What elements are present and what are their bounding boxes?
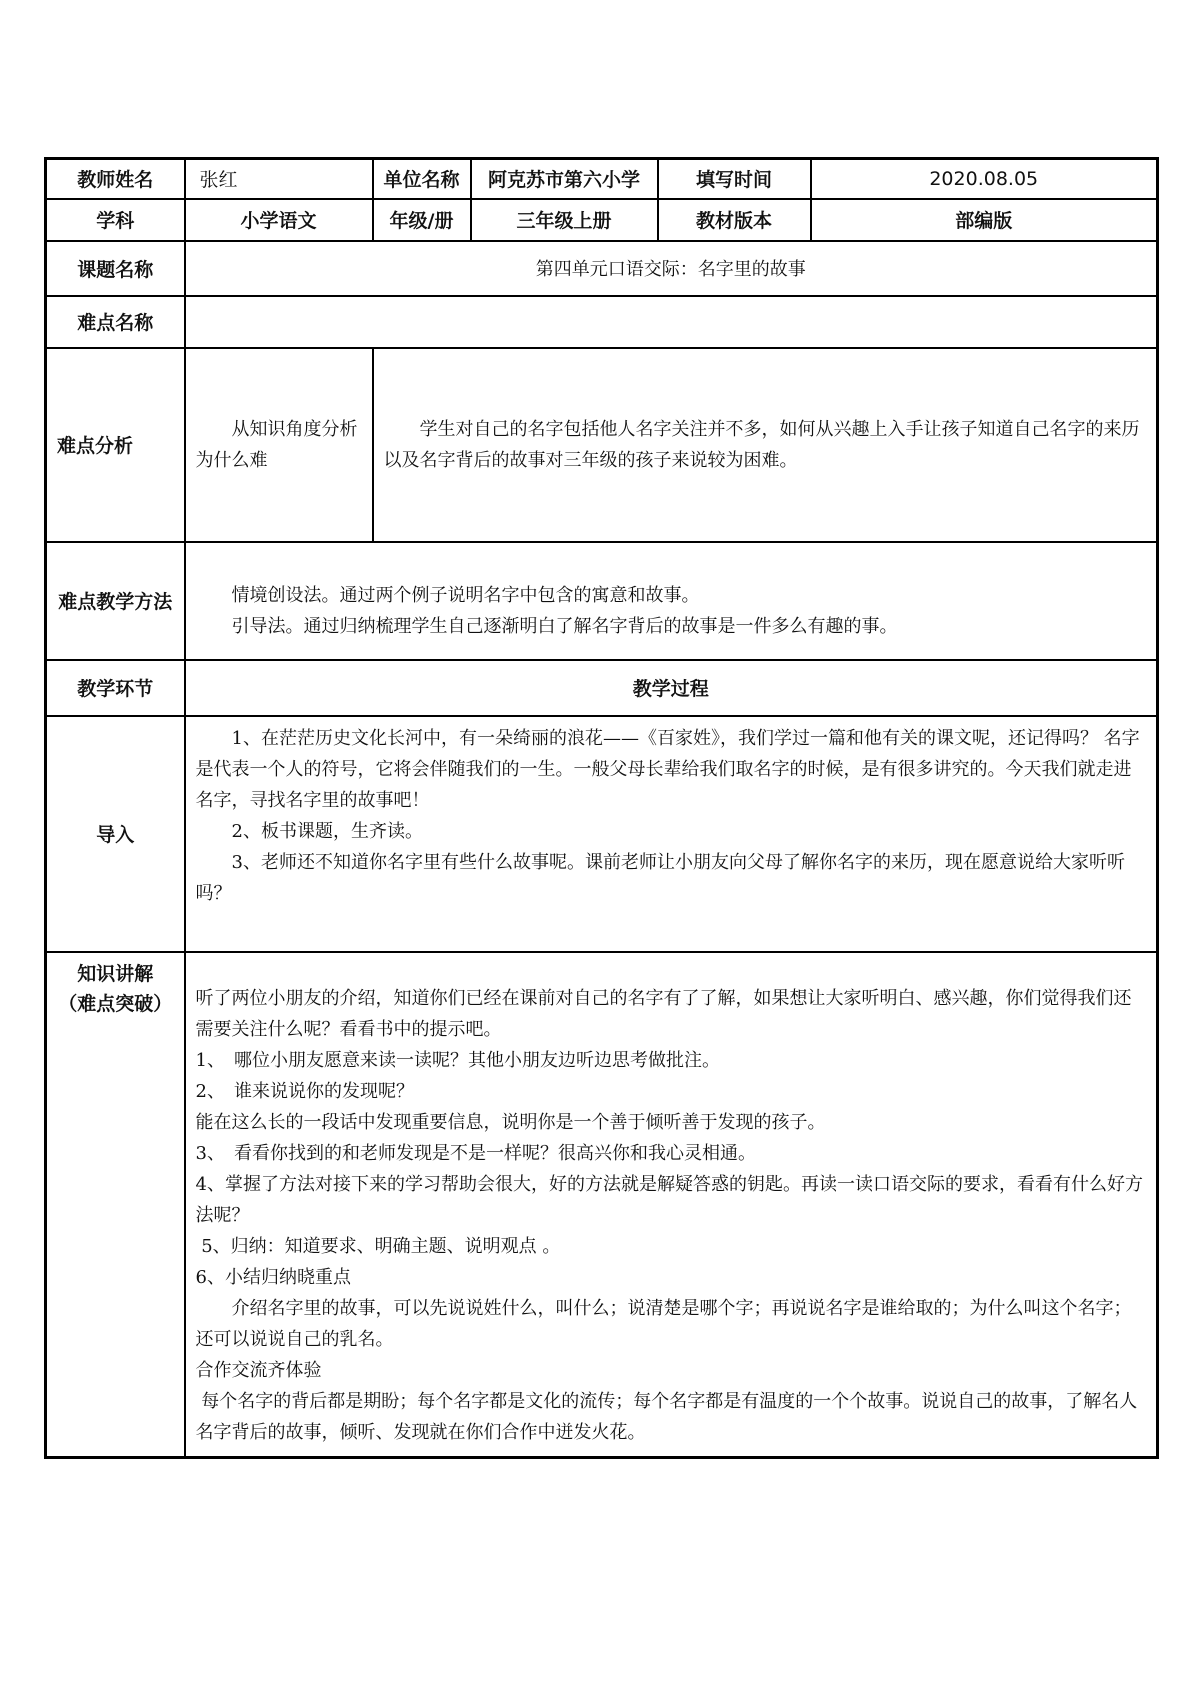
method-row [46, 542, 1158, 660]
method-line-1: 情境创设法。通过两个例子说明名字中包含的寓意和故事。 [231, 584, 700, 606]
intro-label: 导入 [46, 716, 185, 952]
knowledge-paragraph: 5、归纳：知道要求、明确主题、说明观点 。 [195, 1235, 561, 1257]
intro-row [46, 716, 1158, 952]
edition-label: 教材版本 [658, 199, 811, 241]
knowledge-paragraph: 能在这么长的一段话中发现重要信息，说明你是一个善于倾听善于发现的孩子。 [195, 1111, 826, 1133]
header-row-2 [46, 199, 1158, 241]
unit-name-label: 单位名称 [373, 159, 471, 199]
process-label: 教学过程 [185, 660, 1158, 716]
subject-label: 学科 [46, 199, 185, 241]
difficulty-row [46, 296, 1158, 348]
process-header-row [46, 660, 1158, 716]
grade-value: 三年级上册 [471, 199, 658, 241]
lesson-plan-form [44, 157, 1156, 1459]
difficulty-value [185, 296, 1158, 348]
knowledge-paragraph: 1、 哪位小朋友愿意来读一读呢？其他小朋友边听边思考做批注。 [195, 1049, 720, 1071]
analysis-text: 学生对自己的名字包括他人名字关注并不多，如何从兴趣上入手让孩子知道自己名字的来历以及名字背后的故事对三年级的孩子来说较为困难。 [383, 418, 1140, 471]
topic-value: 第四单元口语交际：名字里的故事 [185, 241, 1158, 296]
intro-paragraph-3: 3、老师还不知道你名字里有些什么故事呢。课前老师让小朋友向父母了解你名字的来历，现在愿意说给大家听听吗？ [195, 851, 1125, 904]
teacher-name-value: 张红 [185, 159, 373, 199]
topic-label: 课题名称 [46, 241, 185, 296]
intro-paragraph-2: 2、板书课题，生齐读。 [231, 820, 423, 842]
knowledge-label [46, 952, 185, 1458]
analysis-sub-label-text: 从知识角度分析为什么难 [195, 418, 358, 471]
analysis-label: 难点分析 [46, 348, 185, 542]
knowledge-row [46, 952, 1158, 1458]
teacher-name-label: 教师姓名 [46, 159, 185, 199]
knowledge-label-line-2: （难点突破） [58, 992, 173, 1015]
knowledge-paragraph: 介绍名字里的故事，可以先说说姓什么，叫什么；说清楚是哪个字；再说说名字是谁给取的；为什么叫这个名字；还可以说说自己的乳名。 [195, 1297, 1132, 1350]
knowledge-paragraph: 6、小结归纳晓重点 [195, 1266, 351, 1288]
fill-date-label: 填写时间 [658, 159, 811, 199]
analysis-sub-label [185, 348, 373, 542]
knowledge-paragraph: 4、掌握了方法对接下来的学习帮助会很大，好的方法就是解疑答惑的钥匙。再读一读口语交际的要求，看看有什么好方法呢？ [195, 1173, 1143, 1226]
knowledge-label-line-1: 知识讲解 [77, 962, 154, 985]
method-line-2: 引导法。通过归纳梳理学生自己逐渐明白了解名字背后的故事是一件多么有趣的事。 [231, 615, 898, 637]
analysis-text-cell [373, 348, 1158, 542]
method-cell [185, 542, 1158, 660]
knowledge-paragraph: 3、 看看你找到的和老师发现是不是一样呢？很高兴你和我心灵相通。 [195, 1142, 756, 1164]
intro-paragraph-1: 1、在茫茫历史文化长河中，有一朵绮丽的浪花——《百家姓》，我们学过一篇和他有关的课文呢，还记得吗？ 名字是代表一个人的符号，它将会伴随我们的一生。一般父母长辈给我们取名字的时候，是有很多讲究的。今天我们就走进名字，寻找名字里的故事吧！ [195, 727, 1140, 811]
knowledge-paragraph: 2、 谁来说说你的发现呢？ [195, 1080, 414, 1102]
difficulty-label: 难点名称 [46, 296, 185, 348]
fill-date-value: 2020.08.05 [811, 159, 1158, 199]
edition-value: 部编版 [811, 199, 1158, 241]
knowledge-paragraph: 每个名字的背后都是期盼；每个名字都是文化的流传；每个名字都是有温度的一个个故事。说说自己的故事，了解名人名字背后的故事，倾听、发现就在你们合作中迸发火花。 [195, 1390, 1138, 1443]
knowledge-cell [185, 952, 1158, 1458]
knowledge-paragraph: 听了两位小朋友的介绍，知道你们已经在课前对自己的名字有了了解，如果想让大家听明白、感兴趣，你们觉得我们还需要关注什么呢？看看书中的提示吧。 [195, 987, 1132, 1040]
grade-label: 年级/册 [373, 199, 471, 241]
topic-row [46, 241, 1158, 296]
header-row-1 [46, 159, 1158, 199]
process-stage-label: 教学环节 [46, 660, 185, 716]
analysis-row [46, 348, 1158, 542]
intro-cell [185, 716, 1158, 952]
lesson-plan-table [44, 157, 1159, 1459]
unit-name-value: 阿克苏市第六小学 [471, 159, 658, 199]
subject-value: 小学语文 [185, 199, 373, 241]
method-label: 难点教学方法 [46, 542, 185, 660]
knowledge-paragraph: 合作交流齐体验 [195, 1359, 322, 1381]
